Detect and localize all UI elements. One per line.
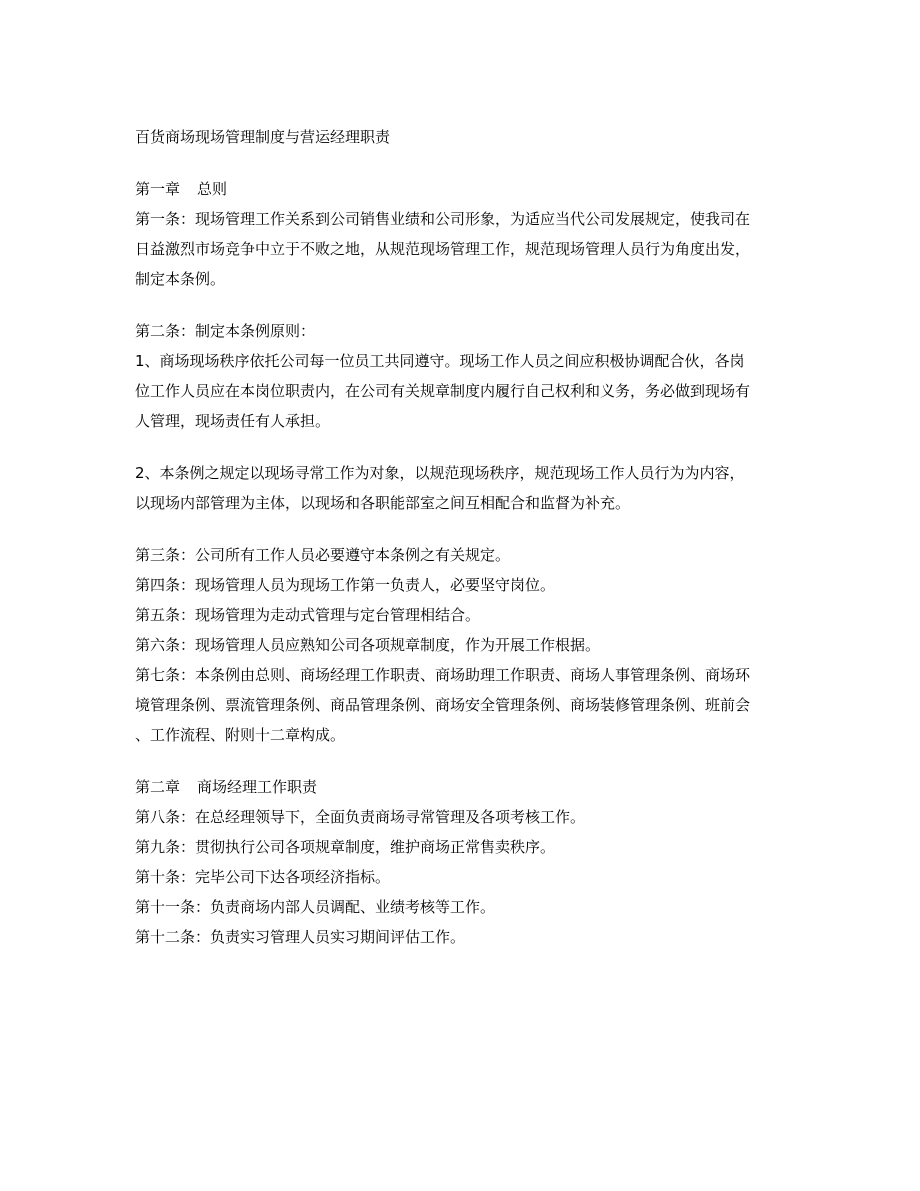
article-5: 第五条：现场管理为走动式管理与定台管理相结合。 — [135, 606, 481, 624]
article-12: 第十二条：负责实习管理人员实习期间评估工作。 — [135, 928, 466, 946]
chapter-2-name: 商场经理工作职责 — [197, 778, 318, 796]
chapter-2-heading — [135, 772, 787, 802]
article-4: 第四条：现场管理人员为现场工作第一负责人，必要坚守岗位。 — [135, 576, 556, 594]
article-8: 第八条：在总经理领导下，全面负责商场寻常管理及各项考核工作。 — [135, 808, 586, 826]
article-2-item-1-line-3: 人管理，现场责任有人承担。 — [135, 412, 331, 430]
chapter-1-name: 总则 — [197, 180, 228, 198]
article-2-item-1-line-2: 位工作人员应在本岗位职责内，在公司有关规章制度内履行自己权利和义务，务必做到现场有 — [135, 382, 751, 400]
article-7-line-3: 、工作流程、附则十二章构成。 — [135, 726, 346, 744]
document-title: 百货商场现场管理制度与营运经理职责 — [135, 128, 391, 146]
article-7-line-1: 第七条：本条例由总则、商场经理工作职责、商场助理工作职责、商场人事管理条例、商场环 — [135, 666, 751, 684]
chapter-2-label: 第二章 — [135, 778, 181, 796]
article-2-item-2-line-1: 2、本条例之规定以现场寻常工作为对象，以规范现场秩序，规范现场工作人员行为为内容， — [135, 464, 745, 482]
article-2-item-2-line-2: 以现场内部管理为主体，以现场和各职能部室之间互相配合和监督为补充。 — [135, 494, 631, 512]
document-body — [135, 122, 787, 952]
article-2-heading: 第二条：制定本条例原则： — [135, 322, 316, 340]
chapter-1-heading — [135, 174, 787, 204]
article-1-line-3: 制定本条例。 — [135, 270, 226, 288]
article-2-item-1-line-1: 1、商场现场秩序依托公司每一位员工共同遵守。现场工作人员之间应积极协调配合伙，各岗 — [135, 352, 745, 370]
article-3: 第三条：公司所有工作人员必要遵守本条例之有关规定。 — [135, 546, 511, 564]
article-6: 第六条：现场管理人员应熟知公司各项规章制度，作为开展工作根据。 — [135, 636, 601, 654]
article-9: 第九条：贯彻执行公司各项规章制度，维护商场正常售卖秩序。 — [135, 838, 556, 856]
article-10: 第十条：完毕公司下达各项经济指标。 — [135, 868, 391, 886]
article-11: 第十一条：负责商场内部人员调配、业绩考核等工作。 — [135, 898, 496, 916]
article-1-line-1: 第一条：现场管理工作关系到公司销售业绩和公司形象，为适应当代公司发展规定，使我司在 — [135, 210, 751, 228]
article-1-line-2: 日益激烈市场竞争中立于不败之地，从规范现场管理工作，规范现场管理人员行为角度出发， — [135, 240, 751, 258]
chapter-1-label: 第一章 — [135, 180, 181, 198]
article-7-line-2: 境管理条例、票流管理条例、商品管理条例、商场安全管理条例、商场装修管理条例、班前会 — [135, 696, 751, 714]
